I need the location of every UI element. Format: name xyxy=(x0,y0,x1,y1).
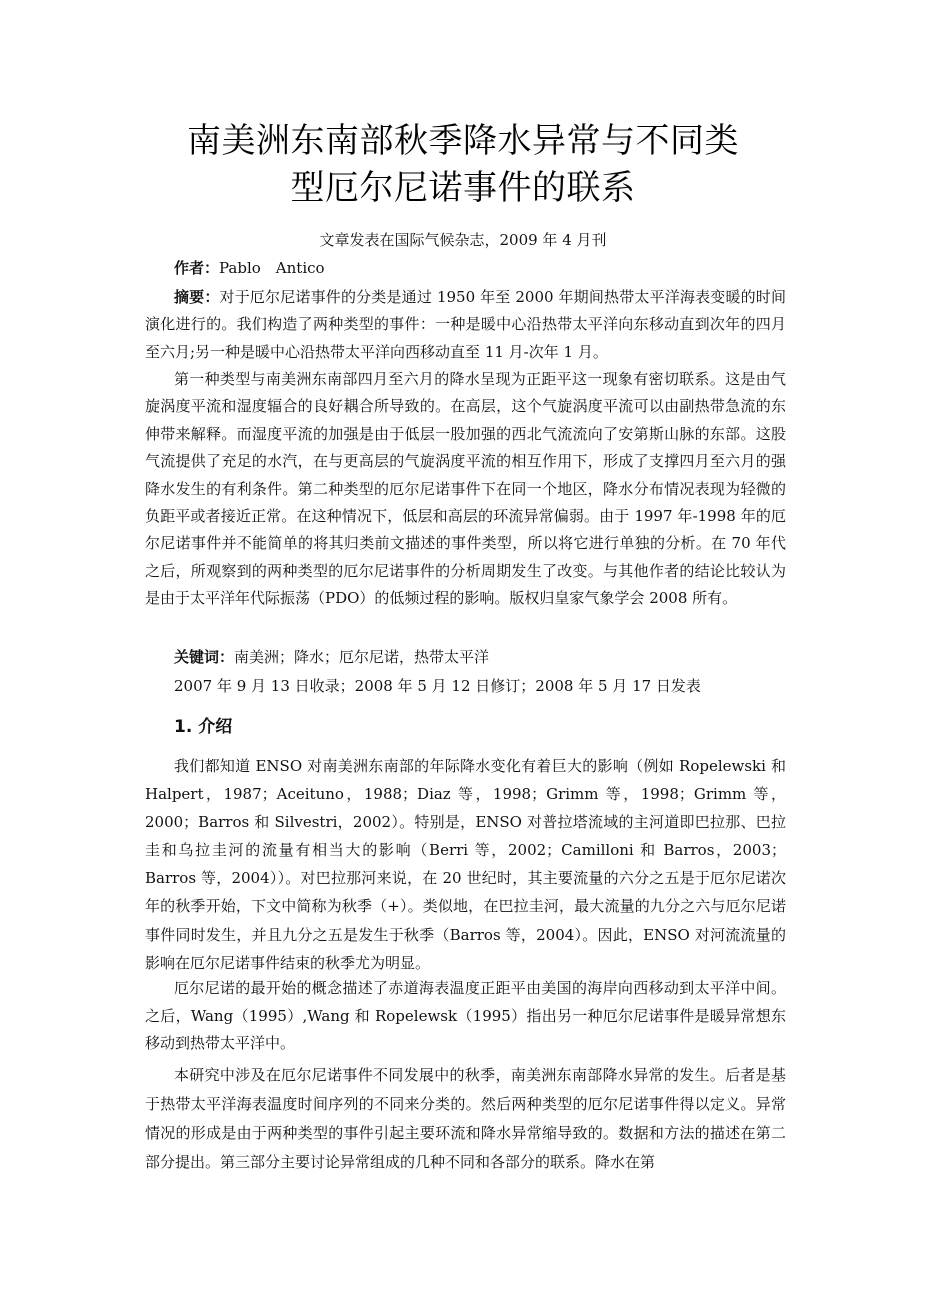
abstract-paragraph-1 xyxy=(145,284,786,366)
section-heading-introduction: 1. 介绍 xyxy=(174,717,233,737)
abstract-label: 摘要： xyxy=(174,288,220,306)
dates-line: 2007 年 9 月 13 日收录；2008 年 5 月 12 日修订；2008 年 5 月 17 日发表 xyxy=(174,677,701,695)
paper-title-line-2: 型厄尔尼诺事件的联系 xyxy=(290,168,636,208)
keywords-line xyxy=(174,646,489,668)
intro-paragraph-3: 本研究中涉及在厄尔尼诺事件不同发展中的秋季，南美洲东南部降水异常的发生。后者是基于热带太平洋海表温度时间序列的不同来分类的。然后两种类型的厄尔尼诺事件得以定义。异常情况的形成是由于两种类型的事件引起主要环流和降水异常缩导致的。数据和方法的描述在第二部分提出。第三部分主要讨论异常组成的几种不同和各部分的联系。降水在第 xyxy=(145,1066,786,1171)
paper-title-line-1: 南美洲东南部秋季降水异常与不同类 xyxy=(187,121,739,161)
keywords-label: 关键词： xyxy=(174,648,235,666)
intro-paragraph-1: 我们都知道 ENSO 对南美洲东南部的年际降水变化有着巨大的影响（例如 Ropelewski 和 Halpert，1987；Aceituno，1988；Diaz 等，1998；Grimm 等，1998；Grimm 等，2000；Barros 和 Silvestri，2002）。特别是，ENSO 对普拉塔流域的主河道即巴拉那、巴拉圭和乌拉圭河的流量有相当大的影响（Berri 等，2002；Camilloni 和 Barros，2003；Barros 等，2004））。对巴拉那河来说，在 20 世纪时，其主要流量的六分之五是于厄尔尼诺次年的秋季开始，下文中简称为秋季（+）。类似地，在巴拉圭河，最大流量的九分之六与厄尔尼诺事件同时发生，并且九分之五是发生于秋季（Barros 等，2004）。因此，ENSO 对河流流量的影响在厄尔尼诺事件结束的秋季尤为明显。 xyxy=(145,757,786,972)
author-name: Pablo Antico xyxy=(219,259,325,277)
intro-paragraph-2: 厄尔尼诺的最开始的概念描述了赤道海表温度正距平由美国的海岸向西移动到太平洋中间。之后，Wang（1995）,Wang 和 Ropelewsk（1995）指出另一种厄尔尼诺事件是暖异常想东移动到热带太平洋中。 xyxy=(145,979,786,1052)
abstract-paragraph-2: 第一种类型与南美洲东南部四月至六月的降水呈现为正距平这一现象有密切联系。这是由气旋涡度平流和湿度辐合的良好耦合所导致的。在高层，这个气旋涡度平流可以由副热带急流的东伸带来解释。而湿度平流的加强是由于低层一股加强的西北气流流向了安第斯山脉的东部。这股气流提供了充足的水汽，在与更高层的气旋涡度平流的相互作用下，形成了支撑四月至六月的强降水发生的有利条件。第二种类型的厄尔尼诺事件下在同一个地区，降水分布情况表现为轻微的负距平或者接近正常。在这种情况下，低层和高层的环流异常偏弱。由于 1997 年-1998 年的厄尔尼诺事件并不能简单的将其归类前文描述的事件类型，所以将它进行单独的分析。在 70 年代之后，所观察到的两种类型的厄尔尼诺事件的分析周期发生了改变。与其他作者的结论比较认为是由于太平洋年代际振荡（PDO）的低频过程的影响。版权归皇家气象学会 2008 所有。 xyxy=(145,370,786,608)
journal-line: 文章发表在国际气候杂志，2009 年 4 月刊 xyxy=(319,231,607,249)
abstract-text-1: 对于厄尔尼诺事件的分类是通过 1950 年至 2000 年期间热带太平洋海表变暖的时间演化进行的。我们构造了两种类型的事件：一种是暖中心沿热带太平洋向东移动直到次年的四月至六月;另一种是暖中心沿热带太平洋向西移动直至 11 月-次年 1 月。 xyxy=(145,288,786,361)
keywords-value: 南美洲；降水；厄尔尼诺，热带太平洋 xyxy=(234,648,490,666)
author-line xyxy=(174,257,325,279)
author-label: 作者： xyxy=(174,259,220,277)
